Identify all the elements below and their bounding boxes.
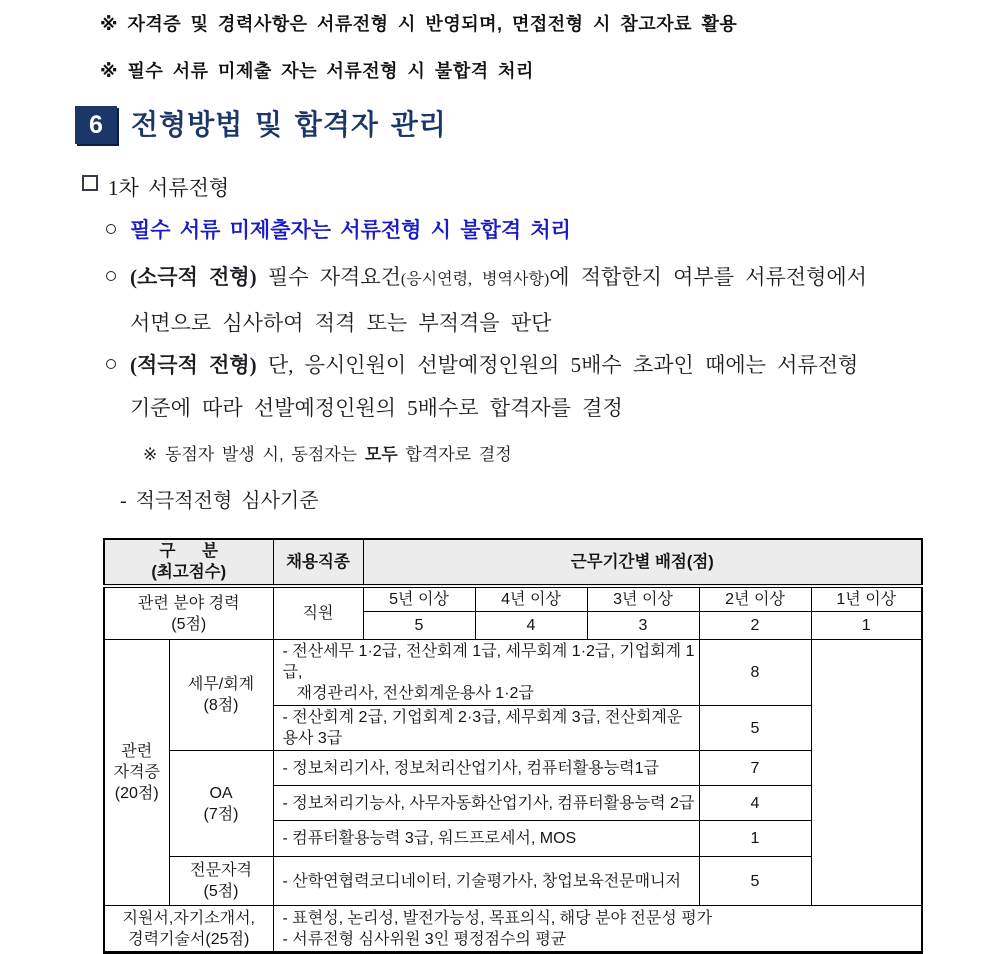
header-category-line1: 구 분 <box>159 542 218 560</box>
bullet-required-docs-text: 필수 서류 미제출자는 서류전형 시 불합격 처리 <box>130 218 571 242</box>
bullet-passive-line2: 서면으로 심사하여 적격 또는 부적격을 판단 <box>130 311 552 335</box>
criteria-label: - 적극적전형 심사기준 <box>120 490 319 512</box>
points-cell: 3 <box>587 612 699 640</box>
cert-content-cell <box>273 786 699 821</box>
cert-score-cell: 8 <box>699 640 811 706</box>
cert-content-cell <box>273 821 699 857</box>
bullet-active-line2: 기준에 따라 선발예정인원의 5배수로 합격자를 결정 <box>130 396 623 420</box>
bullet-required-docs <box>106 217 930 243</box>
bullet-passive-line1 <box>130 264 930 293</box>
cert-category-pro-name: 전문자격 <box>190 862 252 879</box>
cert-category-oa-name: OA <box>209 784 233 802</box>
career-job-cell: 직원 <box>273 586 363 640</box>
bullet-active-bold: (적극적 전형) <box>130 353 257 377</box>
section-title: 전형방법 및 합격자 관리 <box>131 109 447 140</box>
header-category-cell <box>104 539 273 586</box>
cert-category-oa-cell <box>169 751 273 857</box>
header-jobtype-cell: 채용직종 <box>273 539 363 586</box>
bullet-active-line1 <box>130 352 930 378</box>
cert-content-line: - 정보처리기능사, 사무자동화산업기사, 컴퓨터활용능력 2급 <box>282 794 695 812</box>
subsection-heading <box>82 172 229 202</box>
tie-breaker-note <box>143 440 512 465</box>
scoring-table-container <box>103 538 923 954</box>
period-cell: 4년 이상 <box>475 586 587 612</box>
bullet-passive-line1b: 에 적합한지 여부를 서류전형에서 <box>549 265 867 289</box>
cert-score-cell: 4 <box>699 786 811 821</box>
application-docs-content-line: - 표현성, 논리성, 발전가능성, 목표의식, 해당 분야 전문성 평가 <box>282 909 713 927</box>
application-docs-content-line: - 서류전형 심사위원 3인 평정점수의 평균 <box>282 930 567 948</box>
career-label-line1: 관련 분야 경력 <box>137 594 240 612</box>
cert-content-cell <box>273 751 699 786</box>
career-period-row <box>104 586 922 612</box>
cert-content-line: - 전산회계 2급, 기업회계 2·3급, 세무회계 3급, 전산회계운용사 3급 <box>282 709 683 747</box>
points-cell: 2 <box>699 612 811 640</box>
cert-content-cell <box>273 857 699 906</box>
bullet-passive-line1a: 필수 자격요건 <box>256 265 401 289</box>
cert-category-tax-cell <box>169 640 273 751</box>
cert-row-oa1 <box>104 751 922 786</box>
cert-row-pro <box>104 857 922 906</box>
cert-category-pro-sub: (5점) <box>203 883 239 900</box>
career-label-cell <box>104 586 273 640</box>
circle-bullet-icon <box>106 359 116 369</box>
period-cell: 5년 이상 <box>363 586 475 612</box>
cert-category-tax-sub: (8점) <box>203 697 239 714</box>
section-number-badge: 6 <box>75 106 117 144</box>
cert-group-label-line2: 자격증 <box>113 764 160 781</box>
cert-content-line: - 산학연협력코디네이터, 기술평가사, 창업보육전문매니저 <box>282 872 681 890</box>
application-docs-content-cell <box>273 906 922 953</box>
checkbox-icon <box>82 175 98 191</box>
cert-score-cell: 7 <box>699 751 811 786</box>
cert-group-label-line1: 관련 <box>121 743 153 760</box>
bullet-passive-bold: (소극적 전형) <box>130 265 257 289</box>
tie-note-pre: ※ 동점자 발생 시, 동점자는 <box>143 445 365 464</box>
cert-content-cell <box>273 706 699 751</box>
application-docs-row <box>104 906 922 953</box>
cert-content-line: 재경관리사, 전산회계운용사 1·2급 <box>296 685 534 702</box>
section-header <box>75 106 447 144</box>
subsection-title: 1차 서류전형 <box>108 176 230 200</box>
cert-content-line: - 정보처리기사, 정보처리산업기사, 컴퓨터활용능력1급 <box>282 759 659 777</box>
cert-category-tax-name: 세무/회계 <box>187 676 255 693</box>
application-docs-label-line2: 경력기술서(25점) <box>128 930 250 948</box>
period-cell: 2년 이상 <box>699 586 811 612</box>
bullet-active-screening <box>106 352 930 421</box>
cert-group-label-cell <box>104 640 169 906</box>
points-cell: 4 <box>475 612 587 640</box>
scoring-table <box>103 538 923 954</box>
cert-category-oa-sub: (7점) <box>203 805 239 823</box>
bullet-passive-small: (응시연령, 병역사항) <box>400 271 550 288</box>
application-docs-label-cell <box>104 906 273 953</box>
cert-content-line: - 전산세무 1·2급, 전산회계 1급, 세무회계 1·2급, 기업회계 1급, <box>282 643 695 681</box>
cert-row-tax1 <box>104 640 922 706</box>
career-label-line2: (5점) <box>171 615 207 633</box>
cert-score-cell: 5 <box>699 706 811 751</box>
points-cell: 5 <box>363 612 475 640</box>
table-header-row <box>104 539 922 586</box>
cert-score-cell: 1 <box>699 821 811 857</box>
bullet-active-line1-text: 단, 응시인원이 선발예정인원의 5배수 초과인 때에는 서류전형 <box>256 353 859 377</box>
application-docs-label-line1: 지원서,자기소개서, <box>122 909 256 927</box>
top-note-2: ※ 필수 서류 미제출 자는 서류전형 시 불합격 처리 <box>100 61 534 81</box>
period-cell: 3년 이상 <box>587 586 699 612</box>
cert-group-label-line3: (20점) <box>114 785 159 802</box>
tie-note-bold: 모두 <box>364 445 398 464</box>
cert-content-cell <box>273 640 699 706</box>
tie-note-post: 합격자로 결정 <box>397 445 512 464</box>
header-period-cell: 근무기간별 배점(점) <box>363 539 922 586</box>
cert-category-pro-cell <box>169 857 273 906</box>
period-cell: 1년 이상 <box>811 586 922 612</box>
circle-bullet-icon <box>106 271 116 281</box>
cert-score-cell: 5 <box>699 857 811 906</box>
circle-bullet-icon <box>106 224 116 234</box>
header-category-line2: (최고점수) <box>151 563 227 581</box>
bullet-passive-screening <box>106 264 930 336</box>
points-cell: 1 <box>811 612 922 640</box>
top-note-1: ※ 자격증 및 경력사항은 서류전형 시 반영되며, 면접전형 시 참고자료 활용 <box>100 14 738 34</box>
cert-content-line: - 컴퓨터활용능력 3급, 워드프로세서, MOS <box>282 830 577 847</box>
